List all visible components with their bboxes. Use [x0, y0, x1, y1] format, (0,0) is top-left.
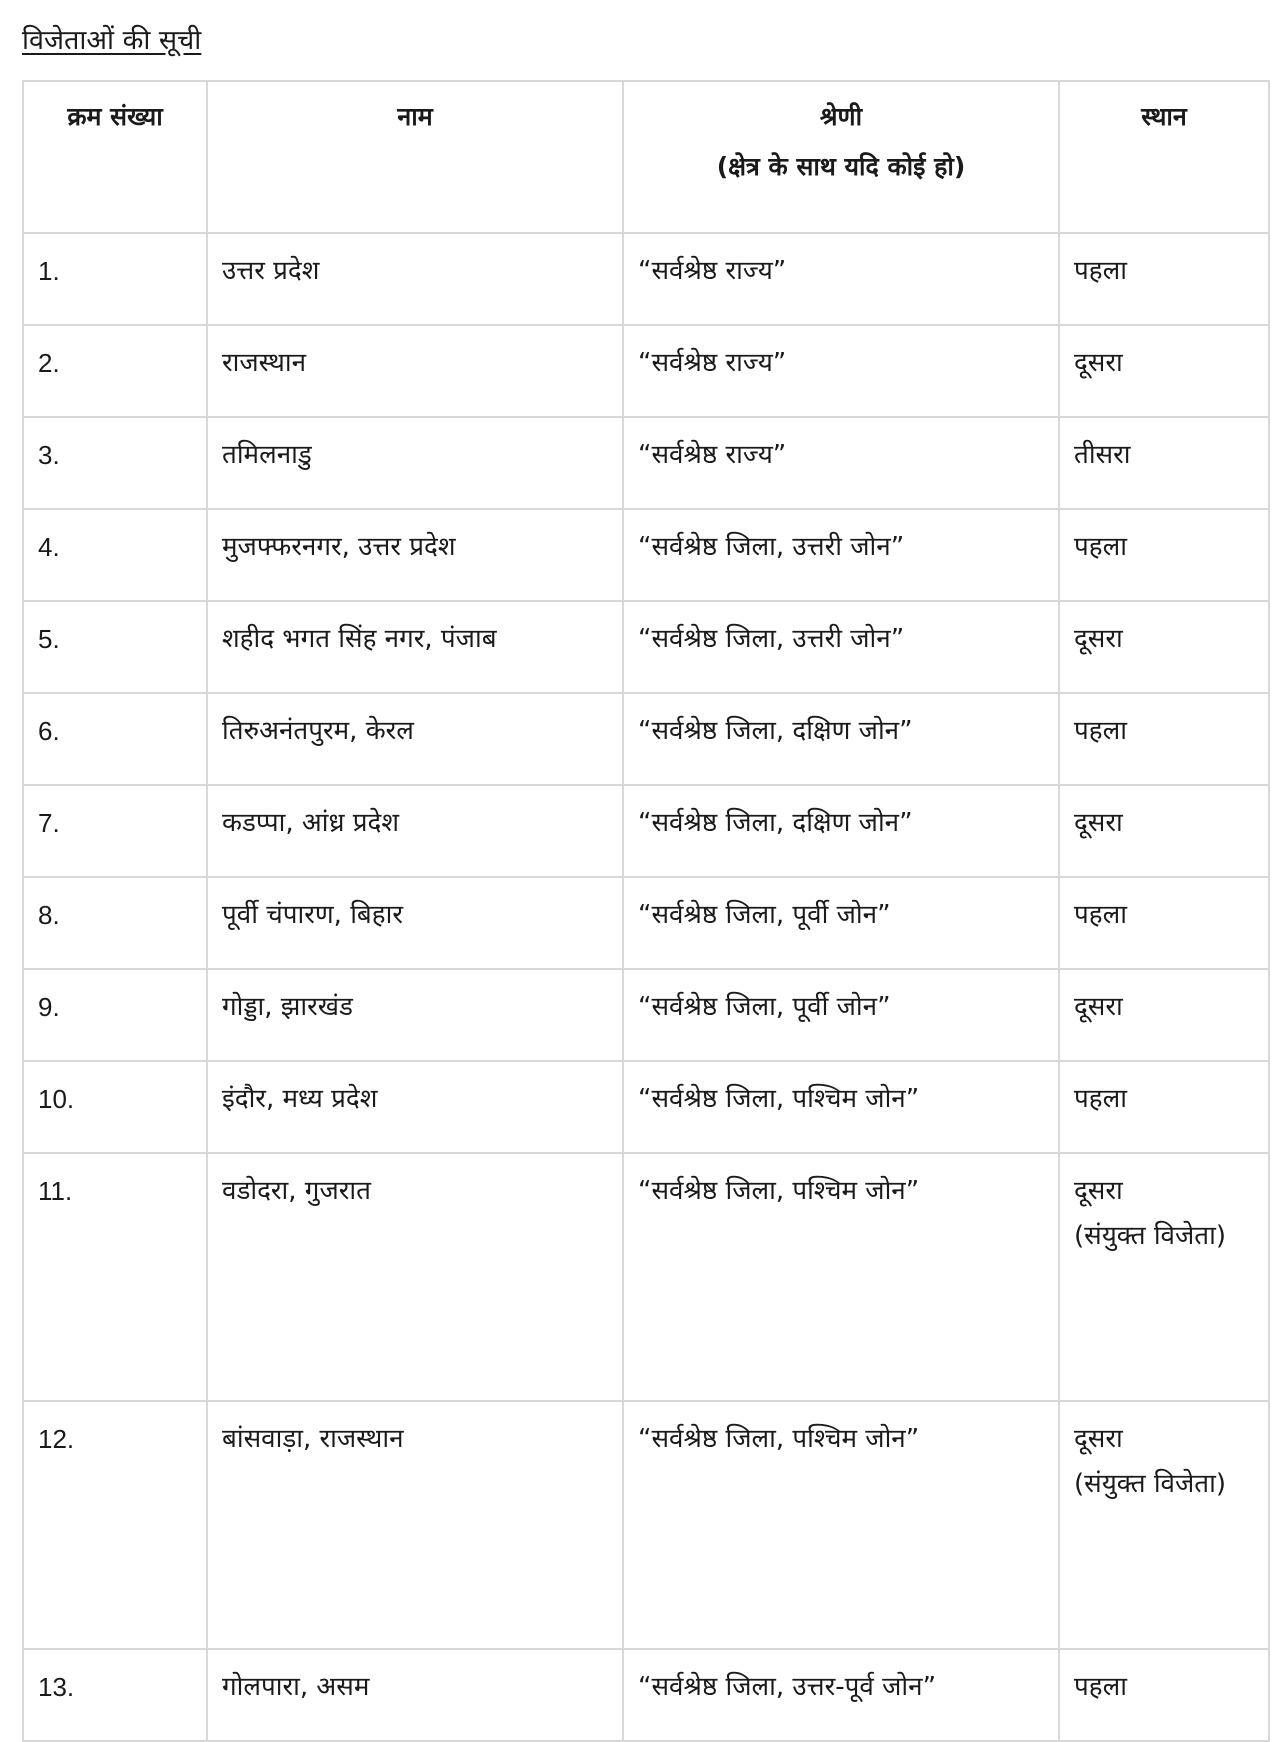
place-cell	[1059, 601, 1269, 693]
table-row	[23, 325, 1269, 417]
table-row	[23, 693, 1269, 785]
header-name: नाम	[207, 81, 623, 233]
serial-cell: 11.	[23, 1153, 207, 1401]
serial-cell: 6.	[23, 693, 207, 785]
table-row	[23, 969, 1269, 1061]
place-cell	[1059, 877, 1269, 969]
category-cell: “सर्वश्रेष्ठ जिला, पश्चिम जोन”	[623, 1061, 1059, 1153]
category-cell: “सर्वश्रेष्ठ जिला, पश्चिम जोन”	[623, 1153, 1059, 1401]
name-cell: शहीद भगत सिंह नगर, पंजाब	[207, 601, 623, 693]
name-cell: राजस्थान	[207, 325, 623, 417]
place-label: दूसरा	[1074, 1424, 1123, 1454]
table-body	[23, 233, 1269, 1741]
place-cell	[1059, 1649, 1269, 1741]
winners-table	[22, 80, 1270, 1742]
category-cell: “सर्वश्रेष्ठ जिला, दक्षिण जोन”	[623, 785, 1059, 877]
place-cell	[1059, 1401, 1269, 1649]
header-serial: क्रम संख्या	[23, 81, 207, 233]
serial-cell: 1.	[23, 233, 207, 325]
serial-cell: 3.	[23, 417, 207, 509]
category-cell: “सर्वश्रेष्ठ राज्य”	[623, 417, 1059, 509]
category-cell: “सर्वश्रेष्ठ राज्य”	[623, 233, 1059, 325]
name-cell: उत्तर प्रदेश	[207, 233, 623, 325]
category-cell: “सर्वश्रेष्ठ जिला, उत्तरी जोन”	[623, 509, 1059, 601]
name-cell: तिरुअनंतपुरम, केरल	[207, 693, 623, 785]
table-row	[23, 1153, 1269, 1401]
place-cell	[1059, 693, 1269, 785]
place-cell	[1059, 969, 1269, 1061]
name-cell: गोड्डा, झारखंड	[207, 969, 623, 1061]
place-note: (संयुक्त विजेता)	[1074, 1469, 1226, 1499]
serial-cell: 5.	[23, 601, 207, 693]
serial-cell: 10.	[23, 1061, 207, 1153]
place-cell	[1059, 1153, 1269, 1401]
place-cell	[1059, 785, 1269, 877]
category-cell: “सर्वश्रेष्ठ जिला, पूर्वी जोन”	[623, 877, 1059, 969]
place-label: दूसरा	[1074, 992, 1123, 1022]
category-cell: “सर्वश्रेष्ठ जिला, दक्षिण जोन”	[623, 693, 1059, 785]
table-header-row	[23, 81, 1269, 233]
serial-cell: 7.	[23, 785, 207, 877]
category-cell: “सर्वश्रेष्ठ राज्य”	[623, 325, 1059, 417]
place-cell	[1059, 509, 1269, 601]
serial-cell: 8.	[23, 877, 207, 969]
serial-cell: 4.	[23, 509, 207, 601]
place-label: पहला	[1074, 532, 1127, 562]
table-row	[23, 877, 1269, 969]
header-place: स्थान	[1059, 81, 1269, 233]
place-label: पहला	[1074, 900, 1127, 930]
category-cell: “सर्वश्रेष्ठ जिला, पूर्वी जोन”	[623, 969, 1059, 1061]
serial-cell: 2.	[23, 325, 207, 417]
name-cell: इंदौर, मध्य प्रदेश	[207, 1061, 623, 1153]
table-row	[23, 601, 1269, 693]
name-cell: पूर्वी चंपारण, बिहार	[207, 877, 623, 969]
category-cell: “सर्वश्रेष्ठ जिला, पश्चिम जोन”	[623, 1401, 1059, 1649]
serial-cell: 13.	[23, 1649, 207, 1741]
place-label: दूसरा	[1074, 348, 1123, 378]
serial-cell: 12.	[23, 1401, 207, 1649]
place-label: पहला	[1074, 1672, 1127, 1702]
table-row	[23, 509, 1269, 601]
place-label: दूसरा	[1074, 624, 1123, 654]
place-cell	[1059, 1061, 1269, 1153]
place-label: तीसरा	[1074, 440, 1131, 470]
name-cell: तमिलनाडु	[207, 417, 623, 509]
place-label: पहला	[1074, 256, 1127, 286]
place-label: पहला	[1074, 716, 1127, 746]
table-row	[23, 233, 1269, 325]
page-title: विजेताओं की सूची	[22, 25, 202, 56]
place-note: (संयुक्त विजेता)	[1074, 1221, 1226, 1251]
name-cell: गोलपारा, असम	[207, 1649, 623, 1741]
table-row	[23, 417, 1269, 509]
name-cell: कडप्पा, आंध्र प्रदेश	[207, 785, 623, 877]
header-category-sub: (क्षेत्र के साथ यदि कोई हो)	[716, 151, 966, 181]
table-row	[23, 1061, 1269, 1153]
serial-cell: 9.	[23, 969, 207, 1061]
place-cell	[1059, 325, 1269, 417]
place-label: पहला	[1074, 1084, 1127, 1114]
name-cell: बांसवाड़ा, राजस्थान	[207, 1401, 623, 1649]
name-cell: वडोदरा, गुजरात	[207, 1153, 623, 1401]
header-category: श्रेणी (क्षेत्र के साथ यदि कोई हो)	[623, 81, 1059, 233]
place-label: दूसरा	[1074, 1176, 1123, 1206]
table-row	[23, 1649, 1269, 1741]
place-label: दूसरा	[1074, 808, 1123, 838]
category-cell: “सर्वश्रेष्ठ जिला, उत्तरी जोन”	[623, 601, 1059, 693]
table-row	[23, 1401, 1269, 1649]
category-cell: “सर्वश्रेष्ठ जिला, उत्तर-पूर्व जोन”	[623, 1649, 1059, 1741]
place-cell	[1059, 417, 1269, 509]
place-cell	[1059, 233, 1269, 325]
name-cell: मुजफ्फरनगर, उत्तर प्रदेश	[207, 509, 623, 601]
table-row	[23, 785, 1269, 877]
